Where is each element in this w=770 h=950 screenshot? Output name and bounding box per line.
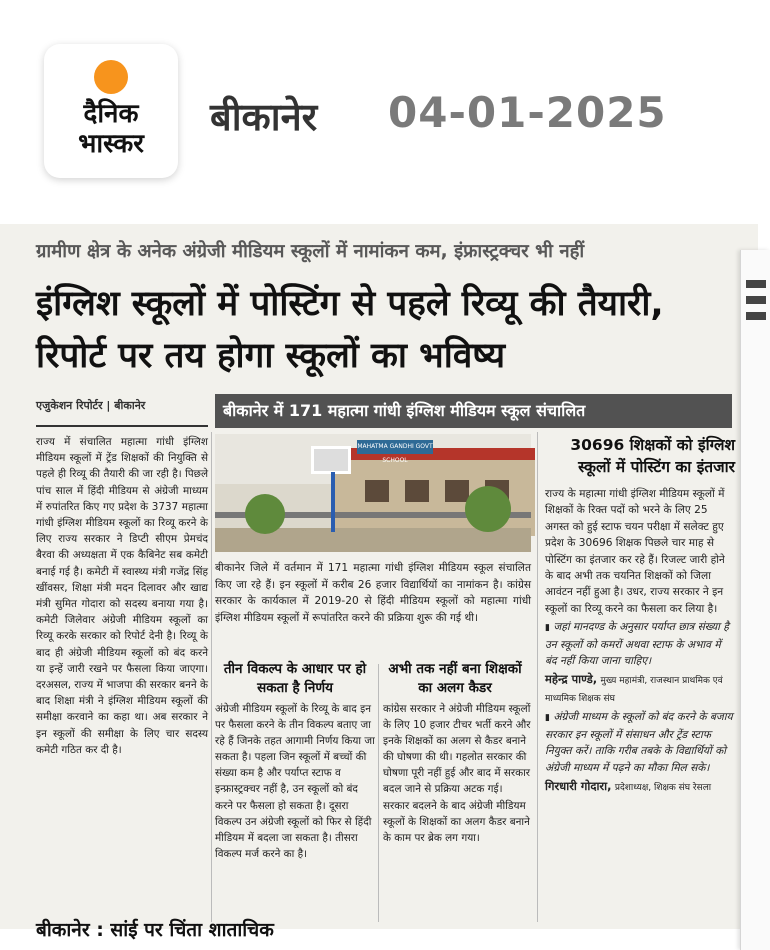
adjacent-page-edge <box>740 250 770 950</box>
photo-banner-title: बीकानेर में 171 महात्मा गांधी इंग्लिश मीडियम स्कूल संचालित <box>215 394 732 428</box>
tree <box>465 486 511 532</box>
column-divider <box>378 664 379 922</box>
quote-attribution <box>545 778 733 796</box>
quote-block <box>545 709 733 776</box>
quote-text: अंग्रेजी माध्यम के स्कूलों को बंद करने के बजाय सरकार इन स्कूलों में संसाधन और ट्रेंड स्टाफ नियुक्त करें। ताकि गरीब तबके के विद्यार्थियों को अंग्रेजी माध्यम में पढ़ने का मौका मिल सके। <box>545 711 733 774</box>
adjacent-text-mark <box>746 296 766 304</box>
subheading-three-options: तीन विकल्प के आधार पर हो सकता है निर्णय <box>223 661 367 696</box>
adjacent-text-mark <box>746 312 766 320</box>
article-byline: एजुकेशन रिपोर्टर | बीकानेर <box>36 399 146 412</box>
subheading-teacher-posting: 30696 शिक्षकों को इंग्लिश स्कूलों में पोस्टिंग का इंतजार <box>570 436 735 476</box>
quote-author: गिरधारी गोदारा, <box>545 778 612 793</box>
logo-text-line2: भास्कर <box>78 129 144 159</box>
column-divider <box>537 432 538 922</box>
article-body-column-4 <box>545 486 733 798</box>
tree <box>245 494 285 534</box>
basketball-hoop <box>311 446 351 474</box>
quote-author-role: प्रदेशाध्यक्ष, शिक्षक संघ रेसला <box>614 782 712 793</box>
next-article-headline-cut: बीकानेर : सांई पर चिंता शाताचिक <box>36 919 274 941</box>
school-signboard: MAHATMA GANDHI GOVT SCHOOL <box>357 440 433 454</box>
edition-date: 04-01-2025 <box>388 88 667 137</box>
quote-marker-icon: ▮ <box>545 623 550 634</box>
article-body-column-3: कांग्रेस सरकार ने अंग्रेजी मीडियम स्कूलों के लिए 10 हजार टीचर भर्ती करने और इनके शिक्षकों का अलग से कैडर बनाने की घोषणा की थी। गहलोत सरकार की घोषणा पूरी नहीं हुई और बाद में सरकार बदल जाने से प्रक्रिया अटक गई। सरकार बदलने के बाद अंग्रेजी मीडियम स्कूलों के शिक्षकों का अलग कैडर बनाने के काम पर ब्रेक लग गया। <box>383 703 531 844</box>
quote-marker-icon: ▮ <box>545 713 550 724</box>
posting-paragraph: राज्य के महात्मा गांधी इंग्लिश मीडियम स्कूलों में शिक्षकों के रिक्त पदों को भरने के लिए 25 अगस्त को हुई स्टाफ चयन परीक्षा में सलेक्ट हुए प्रदेश के 30696 शिक्षक पिछले चार माह से पोस्टिंग का इंतजार कर रहे हैं। रिजल्ट जारी होने के बाद अभी तक चयनित शिक्षकों को जिला आवंटन नहीं हुआ है। उधर, राज्य सरकार ने इन स्कूलों का रिव्यू करने का फैसला कर लिया है। <box>545 488 725 615</box>
column-divider <box>211 432 212 922</box>
logo-text-line1: दैनिक <box>83 99 139 129</box>
city-name: बीकानेर <box>210 95 318 139</box>
quote-attribution <box>545 671 733 707</box>
byline-divider <box>36 425 208 427</box>
dainik-bhaskar-logo <box>44 44 178 178</box>
photo-caption: बीकानेर जिले में वर्तमान में 171 महात्मा गांधी इंग्लिश मीडियम स्कूल संचालित किए जा रहे हैं। इन स्कूलों में करीब 26 हजार विद्यार्थियों का नामांकन है। कांग्रेस सरकार के कार्यकाल में 2019-20 से हिंदी मीडियम स्कूलों को महात्मा गांधी इंग्लिश मीडियम स्कूलों में रूपांतरित करने की प्रक्रिया शुरू की गई थी। <box>215 562 531 624</box>
quote-block <box>545 619 733 669</box>
subheading-teacher-cadre: अभी तक नहीं बना शिक्षकों का अलग कैडर <box>388 661 522 696</box>
quote-text: जहां मानदण्ड के अनुसार पर्याप्त छात्र संख्या है उन स्कूलों को कमरों अथवा स्टाफ के अभाव में बंद नहीं किया जाना चाहिए। <box>545 621 729 668</box>
adjacent-text-mark <box>746 280 766 288</box>
article-body-column-1: राज्य में संचालित महात्मा गांधी इंग्लिश मीडियम स्कूलों में ट्रेंड शिक्षकों की नियुक्ति से पहले ही रिव्यू की तैयारी की जा रही है। पिछले पांच साल में हिंदी मीडियम से अंग्रेजी माध्यम में रुपांतरित किए गए प्रदेश के 3737 महात्मा गांधी इंग्लिश मीडियम स्कूलों का रिव्यू करने के लिए राज्य सरकार ने डिप्टी सीएम प्रेमचंद बैरवा की अध्यक्षता में एक कैबिनेट सब कमेटी बनाई गई है। कमेटी में स्वास्थ्य मंत्री गजेंद्र सिंह खींवसर, शिक्षा मंत्री मदन दिलावर और खाद्य मंत्री सुमित गोदारा को सदस्य बनाया गया है। कमेटी जिलेवार अंग्रेजी मीडियम स्कूलों का रिव्यू करके सरकार को रिपोर्ट देनी है। रिव्यू के बाद ही अंग्रेजी मीडियम स्कूलों को बंद करने या इन्हें जारी रखने पर फैसला किया जाएगा। दरअसल, राज्य में भाजपा की सरकार बनने के बाद शिक्षा मंत्री ने इंग्लिश मीडियम स्कूलों की समीक्षा करवाने का कहा था। अब सरकार ने इन स्कूलों की समीक्षा के लिए चार सदस्य कमेटी गठित कर दी है। <box>36 436 208 756</box>
sun-icon <box>94 60 128 94</box>
quote-author-role: मुख्य महामंत्री, राजस्थान प्राथमिक एवं माध्यमिक शिक्षक संघ <box>545 676 723 704</box>
article-headline: इंग्लिश स्कूलों में पोस्टिंग से पहले रिव्यू की तैयारी, रिपोर्ट पर तय होगा स्कूलों का भविष्य <box>36 284 664 376</box>
article-kicker: ग्रामीण क्षेत्र के अनेक अंग्रेजी मीडियम स्कूलों में नामांकन कम, इंफ्रास्ट्रक्चर भी नहीं <box>36 241 585 262</box>
newspaper-clipping <box>0 224 758 941</box>
article-body-column-2: अंग्रेजी मीडियम स्कूलों के रिव्यू के बाद इन पर फैसला करने के तीन विकल्प बताए जा रहे हैं जिनके तहत आगामी निर्णय किया जा सकता है। पहला जिन स्कूलों में बच्चों की संख्या कम है और पर्याप्त स्टाफ व इन्फ्रास्ट्रक्चर नहीं है, उन स्कूलों को बंद करने पर फैसला हो सकता है। दूसरा विकल्प उन अंग्रेजी स्कूलों को फिर से हिंदी मीडियम में बदला जा सकता है। तीसरा विकल्प मर्ज करने का है। <box>215 703 375 860</box>
school-photo <box>215 434 531 552</box>
quote-author: महेन्द्र पाण्डे, <box>545 672 598 687</box>
